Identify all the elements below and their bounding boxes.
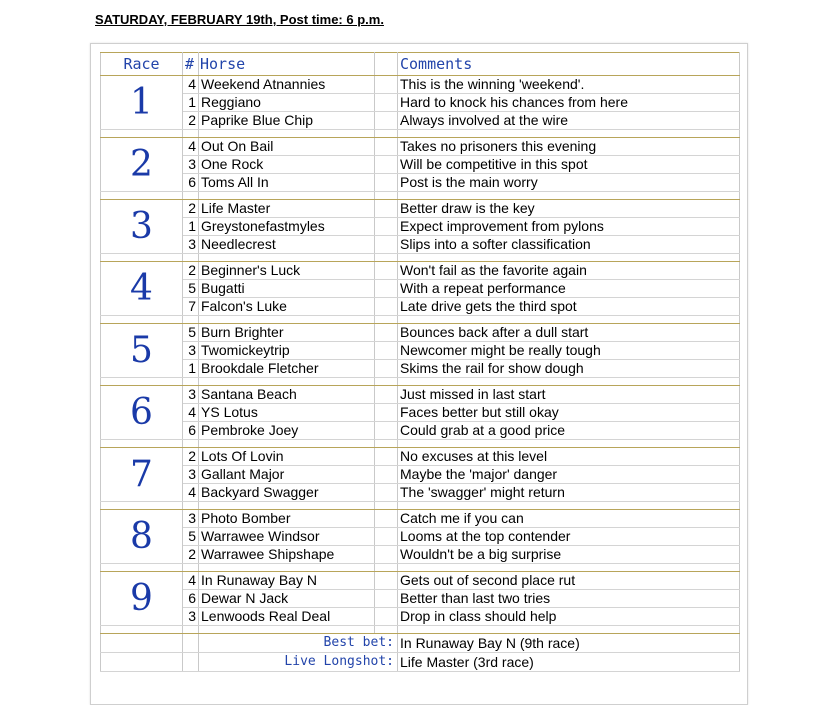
program-number: 5 <box>183 528 199 546</box>
horse-name: Needlecrest <box>199 236 375 254</box>
separator-cell <box>199 254 375 262</box>
spacer-cell <box>375 174 398 192</box>
program-number: 4 <box>183 484 199 502</box>
spacer-cell <box>375 112 398 130</box>
separator-cell <box>101 626 183 634</box>
spacer-cell <box>375 528 398 546</box>
spacer-cell <box>375 200 398 218</box>
separator-cell <box>398 502 740 510</box>
separator-cell <box>375 316 398 324</box>
separator-cell <box>398 626 740 634</box>
table-row <box>101 112 740 130</box>
table-row <box>101 360 740 378</box>
spacer-cell <box>375 94 398 112</box>
spacer-cell <box>375 386 398 404</box>
column-header-race: Race <box>101 53 183 76</box>
horse-name: Photo Bomber <box>199 510 375 528</box>
separator-cell <box>101 502 183 510</box>
comment-text: Always involved at the wire <box>398 112 740 130</box>
separator-cell <box>183 192 199 200</box>
separator-cell <box>375 502 398 510</box>
spacer-cell <box>375 76 398 94</box>
summary-blank <box>183 634 199 653</box>
comment-text: Expect improvement from pylons <box>398 218 740 236</box>
table-row <box>101 262 740 280</box>
separator-cell <box>375 254 398 262</box>
separator-cell <box>199 440 375 448</box>
column-header-spacer <box>375 53 398 76</box>
comment-text: Maybe the 'major' danger <box>398 466 740 484</box>
horse-name: Dewar N Jack <box>199 590 375 608</box>
program-number: 3 <box>183 342 199 360</box>
comment-text: The 'swagger' might return <box>398 484 740 502</box>
best-bet-value: In Runaway Bay N (9th race) <box>398 634 740 653</box>
program-number: 1 <box>183 94 199 112</box>
horse-name: In Runaway Bay N <box>199 572 375 590</box>
horse-name: Beginner's Luck <box>199 262 375 280</box>
race-number: 8 <box>101 510 183 564</box>
table-row <box>101 218 740 236</box>
spacer-cell <box>375 156 398 174</box>
separator-cell <box>101 564 183 572</box>
comment-text: Faces better but still okay <box>398 404 740 422</box>
live-longshot-value: Life Master (3rd race) <box>398 653 740 672</box>
table-row <box>101 280 740 298</box>
race-separator <box>101 626 740 634</box>
separator-cell <box>199 316 375 324</box>
separator-cell <box>183 502 199 510</box>
horse-name: Lenwoods Real Deal <box>199 608 375 626</box>
spacer-cell <box>375 546 398 564</box>
comment-text: Slips into a softer classification <box>398 236 740 254</box>
separator-cell <box>375 440 398 448</box>
comment-text: This is the winning 'weekend'. <box>398 76 740 94</box>
spacer-cell <box>375 572 398 590</box>
table-row <box>101 94 740 112</box>
table-row <box>101 76 740 94</box>
comment-text: Post is the main worry <box>398 174 740 192</box>
horse-name: Lots Of Lovin <box>199 448 375 466</box>
horse-name: One Rock <box>199 156 375 174</box>
horse-name: Paprike Blue Chip <box>199 112 375 130</box>
comment-text: Skims the rail for show dough <box>398 360 740 378</box>
horse-name: Weekend Atnannies <box>199 76 375 94</box>
race-separator <box>101 440 740 448</box>
table-row <box>101 484 740 502</box>
race-separator <box>101 192 740 200</box>
separator-cell <box>199 626 375 634</box>
program-number: 3 <box>183 466 199 484</box>
table-row <box>101 448 740 466</box>
spacer-cell <box>375 484 398 502</box>
race-number: 3 <box>101 200 183 254</box>
comment-text: Late drive gets the third spot <box>398 298 740 316</box>
race-separator <box>101 130 740 138</box>
table-row <box>101 324 740 342</box>
spacer-cell <box>375 590 398 608</box>
comment-text: Looms at the top contender <box>398 528 740 546</box>
separator-cell <box>398 130 740 138</box>
spacer-cell <box>375 404 398 422</box>
summary-blank <box>101 653 183 672</box>
horse-name: Santana Beach <box>199 386 375 404</box>
separator-cell <box>101 316 183 324</box>
table-row <box>101 236 740 254</box>
table-row <box>101 590 740 608</box>
comment-text: Better than last two tries <box>398 590 740 608</box>
horse-name: Pembroke Joey <box>199 422 375 440</box>
comment-text: Could grab at a good price <box>398 422 740 440</box>
program-number: 5 <box>183 280 199 298</box>
page-heading: SATURDAY, FEBRUARY 19th, Post time: 6 p.m. <box>95 12 384 27</box>
separator-cell <box>183 440 199 448</box>
program-number: 6 <box>183 174 199 192</box>
table-header-row <box>101 53 740 76</box>
separator-cell <box>398 316 740 324</box>
table-row <box>101 298 740 316</box>
separator-cell <box>199 130 375 138</box>
program-number: 4 <box>183 76 199 94</box>
race-separator <box>101 378 740 386</box>
horse-name: Backyard Swagger <box>199 484 375 502</box>
table-row <box>101 386 740 404</box>
program-number: 2 <box>183 200 199 218</box>
comment-text: Drop in class should help <box>398 608 740 626</box>
best-bet-label: Best bet: <box>199 634 398 653</box>
table-row <box>101 174 740 192</box>
separator-cell <box>375 130 398 138</box>
program-number: 3 <box>183 156 199 174</box>
program-number: 6 <box>183 590 199 608</box>
program-number: 3 <box>183 236 199 254</box>
race-separator <box>101 564 740 572</box>
program-number: 4 <box>183 138 199 156</box>
separator-cell <box>199 564 375 572</box>
separator-cell <box>398 192 740 200</box>
horse-name: Twomickeytrip <box>199 342 375 360</box>
race-number: 4 <box>101 262 183 316</box>
program-number: 5 <box>183 324 199 342</box>
horse-name: Life Master <box>199 200 375 218</box>
spacer-cell <box>375 448 398 466</box>
spacer-cell <box>375 262 398 280</box>
program-number: 2 <box>183 262 199 280</box>
comment-text: Gets out of second place rut <box>398 572 740 590</box>
table-row <box>101 404 740 422</box>
column-header-horse: Horse <box>199 53 375 76</box>
comment-text: Hard to knock his chances from here <box>398 94 740 112</box>
separator-cell <box>183 378 199 386</box>
separator-cell <box>183 254 199 262</box>
program-number: 7 <box>183 298 199 316</box>
horse-name: Out On Bail <box>199 138 375 156</box>
spacer-cell <box>375 236 398 254</box>
table-row <box>101 342 740 360</box>
live-longshot-row <box>101 653 740 672</box>
separator-cell <box>375 378 398 386</box>
race-number: 6 <box>101 386 183 440</box>
table-row <box>101 572 740 590</box>
race-number: 5 <box>101 324 183 378</box>
comment-text: Catch me if you can <box>398 510 740 528</box>
race-number: 7 <box>101 448 183 502</box>
separator-cell <box>375 626 398 634</box>
table-row <box>101 510 740 528</box>
comment-text: Takes no prisoners this evening <box>398 138 740 156</box>
separator-cell <box>183 316 199 324</box>
separator-cell <box>183 626 199 634</box>
separator-cell <box>101 378 183 386</box>
separator-cell <box>101 440 183 448</box>
program-number: 2 <box>183 112 199 130</box>
program-number: 3 <box>183 386 199 404</box>
horse-name: Toms All In <box>199 174 375 192</box>
picks-panel <box>90 43 748 705</box>
summary-blank <box>101 634 183 653</box>
program-number: 1 <box>183 360 199 378</box>
program-number: 3 <box>183 510 199 528</box>
comment-text: Better draw is the key <box>398 200 740 218</box>
separator-cell <box>398 378 740 386</box>
separator-cell <box>101 130 183 138</box>
horse-name: Warrawee Windsor <box>199 528 375 546</box>
separator-cell <box>101 254 183 262</box>
spacer-cell <box>375 218 398 236</box>
spacer-cell <box>375 466 398 484</box>
table-row <box>101 466 740 484</box>
table-row <box>101 422 740 440</box>
separator-cell <box>398 564 740 572</box>
horse-name: YS Lotus <box>199 404 375 422</box>
picks-body <box>101 76 740 672</box>
horse-name: Warrawee Shipshape <box>199 546 375 564</box>
separator-cell <box>183 130 199 138</box>
comment-text: No excuses at this level <box>398 448 740 466</box>
comment-text: Won't fail as the favorite again <box>398 262 740 280</box>
spacer-cell <box>375 360 398 378</box>
comment-text: Bounces back after a dull start <box>398 324 740 342</box>
summary-blank <box>183 653 199 672</box>
separator-cell <box>183 564 199 572</box>
table-row <box>101 546 740 564</box>
race-number: 1 <box>101 76 183 130</box>
table-row <box>101 528 740 546</box>
horse-name: Brookdale Fletcher <box>199 360 375 378</box>
live-longshot-label: Live Longshot: <box>199 653 398 672</box>
horse-name: Gallant Major <box>199 466 375 484</box>
separator-cell <box>398 440 740 448</box>
race-number: 9 <box>101 572 183 626</box>
spacer-cell <box>375 608 398 626</box>
table-row <box>101 608 740 626</box>
horse-name: Reggiano <box>199 94 375 112</box>
separator-cell <box>199 192 375 200</box>
picks-table <box>100 52 740 672</box>
comment-text: Wouldn't be a big surprise <box>398 546 740 564</box>
table-row <box>101 200 740 218</box>
spacer-cell <box>375 324 398 342</box>
race-number: 2 <box>101 138 183 192</box>
program-number: 2 <box>183 448 199 466</box>
separator-cell <box>398 254 740 262</box>
program-number: 2 <box>183 546 199 564</box>
spacer-cell <box>375 342 398 360</box>
separator-cell <box>199 502 375 510</box>
table-row <box>101 138 740 156</box>
best-bet-row <box>101 634 740 653</box>
comment-text: Just missed in last start <box>398 386 740 404</box>
horse-name: Falcon's Luke <box>199 298 375 316</box>
horse-name: Burn Brighter <box>199 324 375 342</box>
column-header-number: # <box>183 53 199 76</box>
program-number: 1 <box>183 218 199 236</box>
comment-text: Will be competitive in this spot <box>398 156 740 174</box>
separator-cell <box>375 564 398 572</box>
comment-text: With a repeat performance <box>398 280 740 298</box>
comment-text: Newcomer might be really tough <box>398 342 740 360</box>
program-number: 6 <box>183 422 199 440</box>
horse-name: Greystonefastmyles <box>199 218 375 236</box>
spacer-cell <box>375 280 398 298</box>
spacer-cell <box>375 422 398 440</box>
race-separator <box>101 254 740 262</box>
separator-cell <box>101 192 183 200</box>
race-separator <box>101 316 740 324</box>
program-number: 3 <box>183 608 199 626</box>
program-number: 4 <box>183 572 199 590</box>
spacer-cell <box>375 138 398 156</box>
program-number: 4 <box>183 404 199 422</box>
table-row <box>101 156 740 174</box>
spacer-cell <box>375 510 398 528</box>
column-header-comments: Comments <box>398 53 740 76</box>
separator-cell <box>199 378 375 386</box>
spacer-cell <box>375 298 398 316</box>
horse-name: Bugatti <box>199 280 375 298</box>
separator-cell <box>375 192 398 200</box>
race-separator <box>101 502 740 510</box>
